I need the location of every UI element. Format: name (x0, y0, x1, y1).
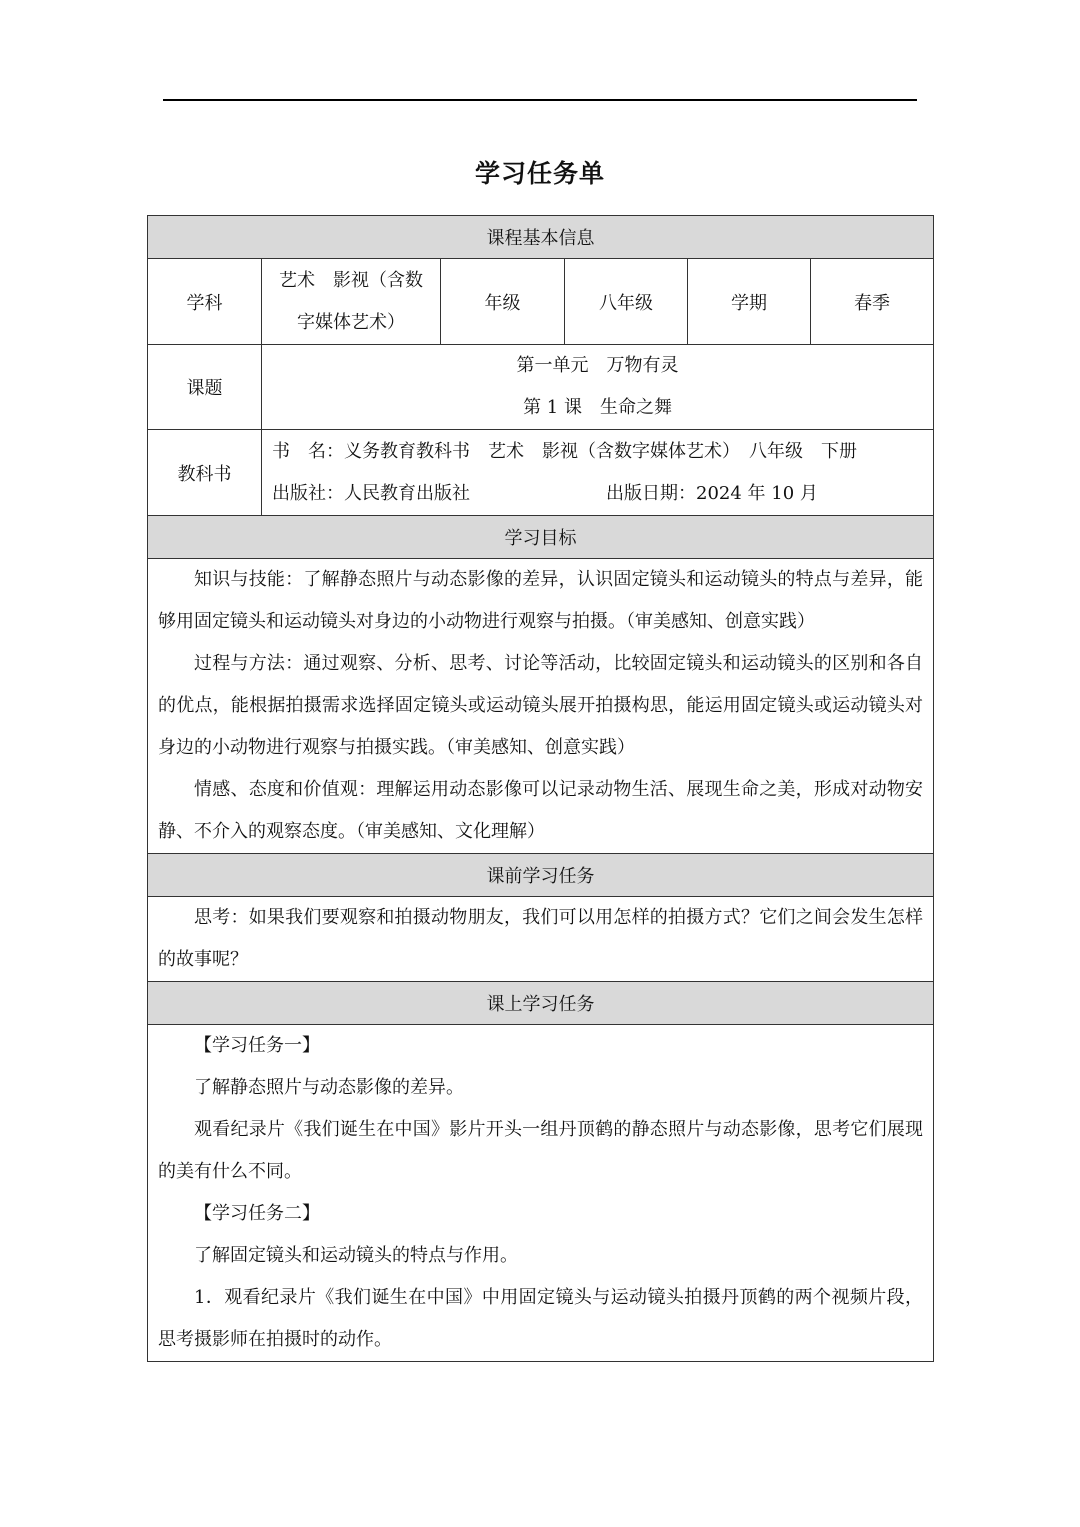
objective-process: 过程与方法：通过观察、分析、思考、讨论等活动，比较固定镜头和运动镜头的区别和各自的优点，能根据拍摄需求选择固定镜头或运动镜头展开拍摄构思，能运用固定镜头或运动镜头对身边的小动物进行观察与拍摄实践。（审美感知、创意实践） (158, 653, 924, 758)
publisher-row (272, 473, 933, 515)
book-name: 书 名：义务教育教科书 艺术 影视（含数字媒体艺术） 八年级 下册 (272, 440, 857, 462)
subject-value (262, 259, 441, 345)
publish-date: 出版日期：2024 年 10 月 (606, 482, 818, 504)
topic-lesson: 第 1 课 生命之舞 (523, 397, 672, 418)
preclass-header: 课前学习任务 (148, 854, 934, 897)
preclass-question: 思考：如果我们要观察和拍摄动物朋友，我们可以用怎样的拍摄方式？它们之间会发生怎样的故事呢？ (158, 907, 924, 970)
task1-goal: 了解静态照片与动态影像的差异。 (194, 1077, 464, 1098)
subject-value-line1: 艺术 影视（含数 (279, 269, 423, 291)
subject-value-line2: 字媒体艺术） (297, 311, 405, 333)
topic-value (262, 345, 934, 430)
task1-title: 【学习任务一】 (194, 1035, 320, 1056)
page-title: 学习任务单 (474, 159, 605, 188)
header-rule (163, 99, 917, 101)
objectives-body (148, 559, 934, 854)
inclass-body (148, 1025, 934, 1362)
publisher: 出版社：人民教育出版社 (272, 482, 470, 504)
task2-item-1: 1．观看纪录片《我们诞生在中国》中用固定镜头与运动镜头拍摄丹顶鹤的两个视频片段，思考摄影师在拍摄时的动作。 (158, 1287, 924, 1350)
grade-label: 年级 (441, 259, 565, 345)
subject-label: 学科 (148, 259, 262, 345)
objective-emotion: 情感、态度和价值观：理解运用动态影像可以记录动物生活、展现生命之美，形成对动物安静、不介入的观察态度。（审美感知、文化理解） (158, 779, 924, 842)
textbook-info (262, 430, 934, 516)
term-label: 学期 (688, 259, 811, 345)
task1-description: 观看纪录片《我们诞生在中国》影片开头一组丹顶鹤的静态照片与动态影像，思考它们展现的美有什么不同。 (158, 1119, 924, 1182)
task2-title: 【学习任务二】 (194, 1203, 320, 1224)
objectives-header: 学习目标 (148, 516, 934, 559)
preclass-body (148, 897, 934, 982)
task2-goal: 了解固定镜头和运动镜头的特点与作用。 (194, 1245, 518, 1266)
task-sheet-table (147, 215, 934, 1362)
term-value: 春季 (811, 259, 934, 345)
basic-info-header: 课程基本信息 (148, 216, 934, 259)
topic-label: 课题 (148, 345, 262, 430)
objective-knowledge: 知识与技能：了解静态照片与动态影像的差异，认识固定镜头和运动镜头的特点与差异，能够用固定镜头和运动镜头对身边的小动物进行观察与拍摄。（审美感知、创意实践） (158, 569, 924, 632)
topic-unit: 第一单元 万物有灵 (516, 355, 679, 376)
textbook-label: 教科书 (148, 430, 262, 516)
grade-value: 八年级 (565, 259, 688, 345)
inclass-header: 课上学习任务 (148, 982, 934, 1025)
